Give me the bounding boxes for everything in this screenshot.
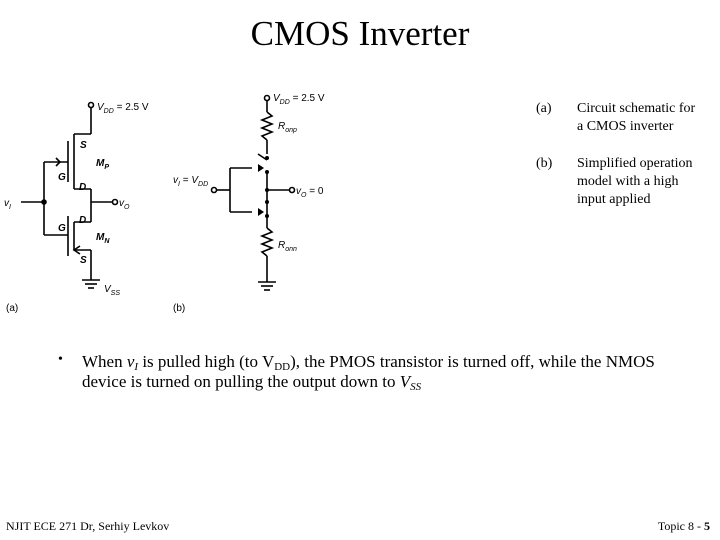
caption-b-tag: (b) <box>536 156 553 171</box>
nmos-source-label: S <box>80 255 87 266</box>
vi-terminal-b <box>212 188 217 193</box>
nmos-gate-label: G <box>58 223 66 234</box>
cmos-inverter-figure <box>0 82 340 318</box>
mp-label: $M_P$ <box>96 158 110 171</box>
vss-label-a: $V_{SS}$ <box>104 284 121 297</box>
figure-b-label: (b) <box>173 303 186 314</box>
footer-course-label: NJIT ECE 271 Dr, Serhiy Levkov <box>6 519 170 533</box>
bullet-marker: • <box>58 352 63 367</box>
vdd-label-b: $V_{DD} = 2.5$ V <box>273 93 325 106</box>
bullet-text: When $v_I$ is pulled high (to $V_{DD}$), the PMOS transistor is turned off, while the NMOS device is turned on pulling the output down to $V_{SS}$ <box>82 352 655 393</box>
pmos-source-label: S <box>80 140 87 151</box>
vi-label-b: $v_I = V_{DD}$ <box>173 175 209 188</box>
caption-b-text: Simplified operation model with a high input applied <box>577 156 693 207</box>
vo-label-a: $v_O$ <box>119 198 130 211</box>
vdd-terminal-a <box>89 103 94 108</box>
ronn-label: $R_{onn}$ <box>278 240 297 253</box>
vo-terminal-b <box>290 188 295 193</box>
slide-title: CMOS Inverter <box>250 14 470 53</box>
vo-label-b: $v_O = 0$ <box>296 186 324 199</box>
caption-a-tag: (a) <box>536 101 552 116</box>
vdd-label-a: $V_{DD} = 2.5$ V <box>97 102 149 115</box>
vdd-terminal-b <box>265 96 270 101</box>
nmos-drain-label: D <box>79 215 87 226</box>
mn-label: $M_N$ <box>96 232 110 245</box>
footer-page-number: Topic 8 - 5 <box>657 519 710 533</box>
vi-label-a: $v_I$ <box>4 198 11 211</box>
pmos-gate-label: G <box>58 172 66 183</box>
figure-a-label: (a) <box>6 303 19 314</box>
ronp-label: $R_{onp}$ <box>278 121 297 134</box>
caption-a-text: Circuit schematic for a CMOS inverter <box>577 101 696 134</box>
vo-terminal-a <box>113 200 118 205</box>
pmos-drain-label: D <box>79 182 87 193</box>
